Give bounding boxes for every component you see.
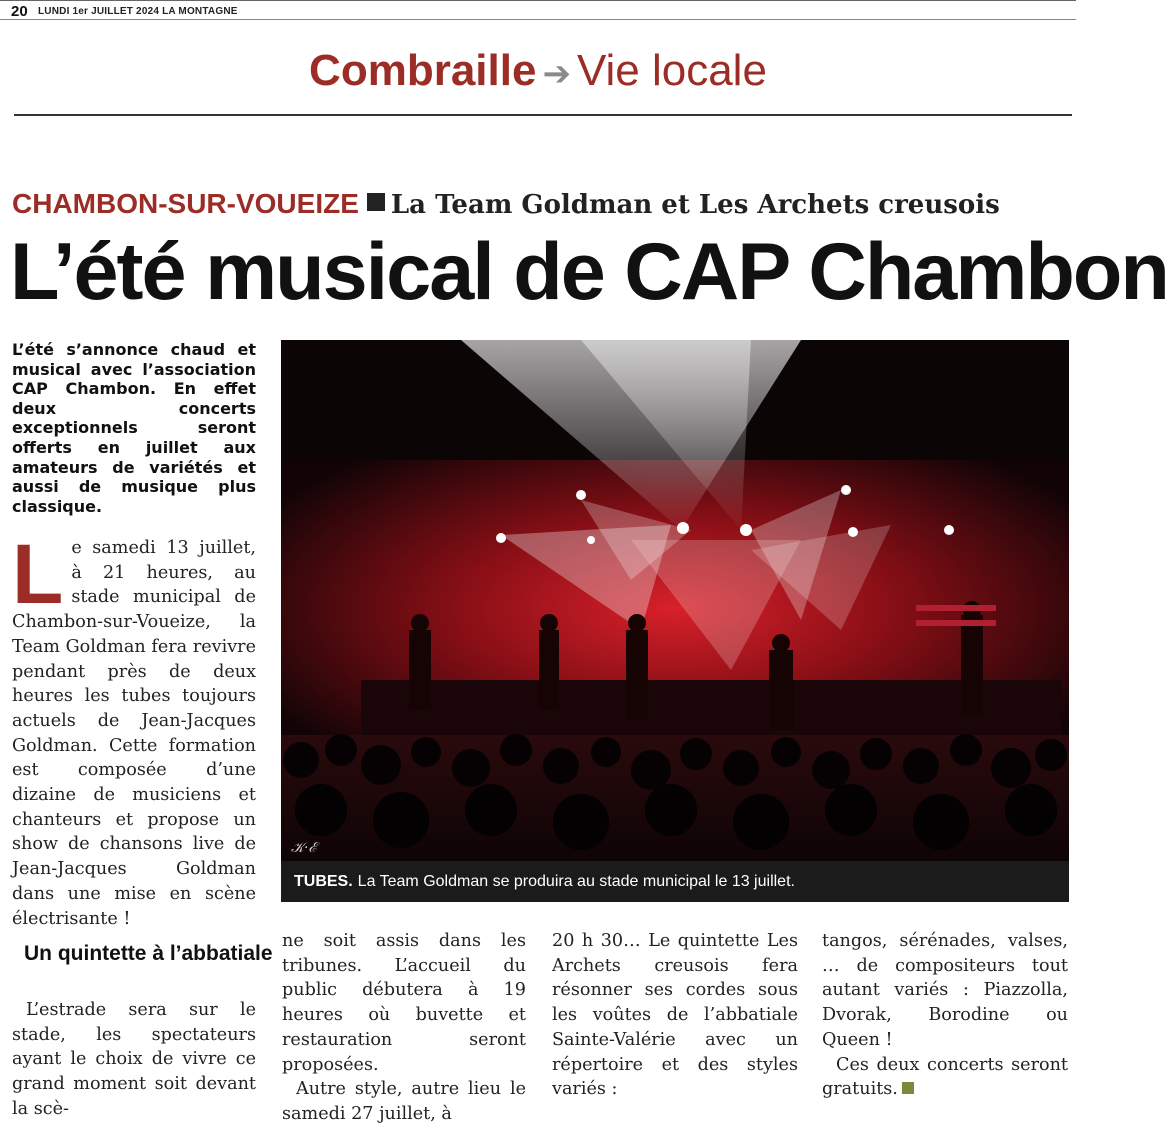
kicker-place: CHAMBON-SUR-VOUEIZE xyxy=(12,188,359,219)
concert-photo xyxy=(281,340,1069,902)
paragraph-text: Ces deux concerts seront gratuits. xyxy=(822,1054,1068,1100)
article-column-1 xyxy=(12,527,256,931)
article-column-3 xyxy=(552,929,798,1102)
article-paragraph: tangos, sérénades, valses, … de compositeurs tout autant variés : Piazzolla, Dvorak, Borodine ou Queen ! xyxy=(822,931,1068,1050)
concert-stage-image xyxy=(281,340,1069,902)
caption-lead: TUBES. xyxy=(294,873,353,890)
article-column-4 xyxy=(822,929,1068,1102)
kicker-text: La Team Goldman et Les Archets creusois xyxy=(390,190,1000,220)
edition-date: LUNDI 1er JUILLET 2024 LA MONTAGNE xyxy=(38,6,238,17)
article-paragraph: 20 h 30… Le quintette Les Archets creusois fera résonner ses cordes sous les voûtes de l’abbatiale Sainte-Valérie avec un répertoire et des styles variés : xyxy=(552,931,798,1100)
section-subname: Vie locale xyxy=(576,46,767,95)
article-lead: L’été s’annonce chaud et musical avec l’association CAP Chambon. En effet deux concerts exceptionnels seront offerts en juillet aux amateurs de variétés et aussi de musique plus classique. xyxy=(12,340,256,516)
section-name: Combraille xyxy=(309,46,537,95)
article-paragraph: L’estrade sera sur le stade, les spectateurs ayant le choix de vivre ce grand moment soit devant la scè- xyxy=(12,1000,256,1119)
end-mark-icon xyxy=(902,1082,914,1094)
square-bullet-icon xyxy=(367,193,385,211)
article-column-2 xyxy=(282,929,526,1127)
article-headline: L’été musical de CAP Chambon xyxy=(10,227,1168,317)
photographer-signature: 𝒦·ℰ xyxy=(291,840,317,856)
photo-caption xyxy=(281,861,1069,902)
paragraph-text: e samedi 13 juillet, à 21 heures, au stade municipal de Chambon-sur-Voueize, la Team Goldman fera revivre pendant près de deux heures les tubes toujours actuels de Jean-Jacques Goldman. Cette formation est composée d’une dizaine de musiciens et chanteurs et propose un show de chansons live de Jean-Jacques Goldman dans une mise en scène électrisante ! xyxy=(12,538,256,929)
article-kicker xyxy=(12,184,1000,225)
article-paragraph: Autre style, autre lieu le samedi 27 juillet, à xyxy=(282,1079,526,1124)
article-subheading: Un quintette à l’abbatiale xyxy=(24,942,273,965)
right-arrow-icon: ➔ xyxy=(542,55,571,93)
article-paragraph xyxy=(822,1053,1068,1102)
article-paragraph xyxy=(12,527,256,931)
article-paragraph: ne soit assis dans les tribunes. L’accueil du public débutera à 19 heures où buvette et restauration seront proposées. xyxy=(282,931,526,1075)
caption-text: La Team Goldman se produira au stade municipal le 13 juillet. xyxy=(357,873,795,890)
page-number: 20 xyxy=(11,3,28,20)
page-header-bar xyxy=(0,0,1076,20)
section-divider xyxy=(14,114,1072,116)
article-column-1-bottom xyxy=(12,998,256,1122)
drop-cap: L xyxy=(12,527,64,621)
section-title xyxy=(0,42,1076,103)
